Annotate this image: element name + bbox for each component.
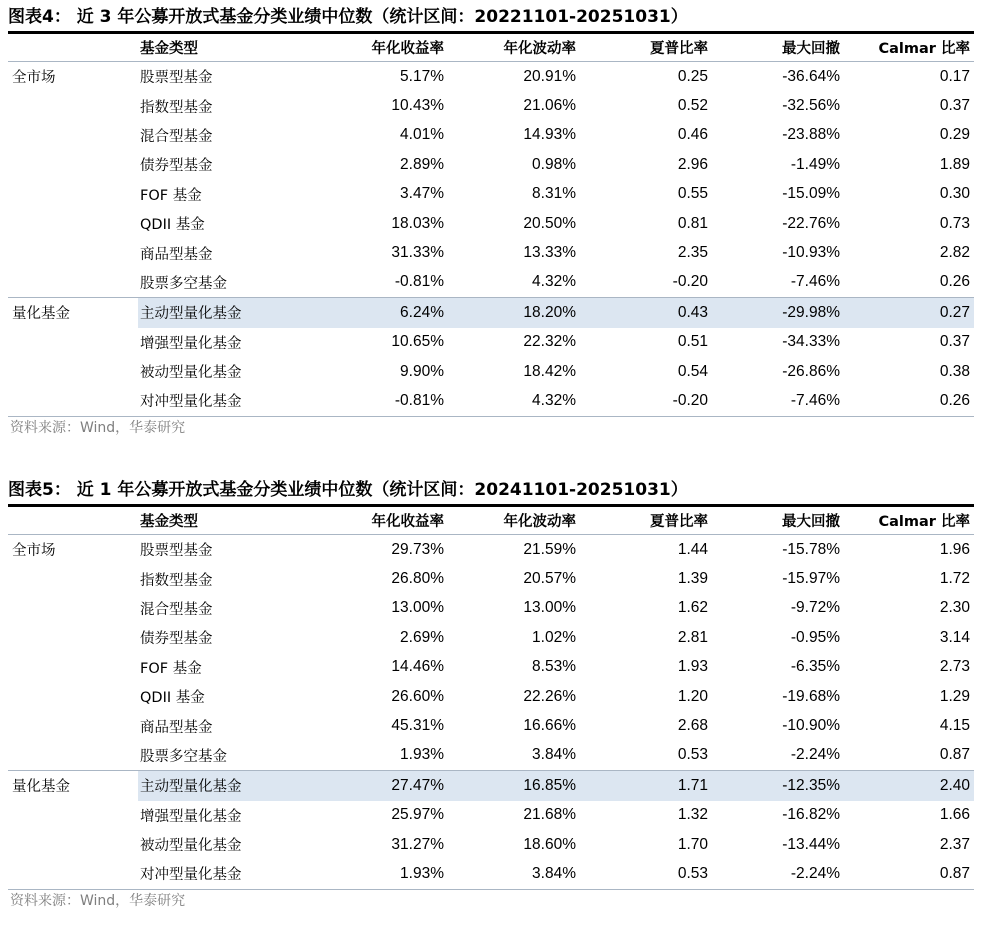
calmar-ratio-cell: 0.27 [939, 303, 970, 321]
calmar-ratio-cell: 4.15 [939, 717, 970, 735]
sharpe-ratio-cell: 2.96 [677, 155, 708, 173]
calmar-ratio-cell: 2.82 [939, 244, 970, 262]
calmar-ratio-cell: 0.87 [939, 746, 970, 764]
calmar-ratio-cell: 0.26 [939, 273, 970, 291]
calmar-ratio-cell: 0.38 [939, 362, 970, 380]
fund-type-cell: 债券型基金 [140, 158, 213, 175]
max-drawdown-cell: -19.68% [782, 687, 840, 705]
annual-return-cell: 2.89% [400, 155, 444, 173]
max-drawdown-cell: -26.86% [782, 362, 840, 380]
header-sharpe-ratio: 夏普比率 [650, 514, 708, 530]
max-drawdown-cell: -22.76% [782, 214, 840, 232]
max-drawdown-cell: -29.98% [782, 303, 840, 321]
annual-return-cell: 13.00% [391, 599, 444, 617]
annual-volatility-cell: 3.84% [532, 864, 576, 882]
fund-type-cell: 股票多空基金 [140, 275, 227, 292]
annual-return-cell: 45.31% [391, 717, 444, 735]
annual-volatility-cell: 16.66% [523, 717, 576, 735]
header-fund-type: 基金类型 [140, 41, 198, 57]
max-drawdown-cell: -36.64% [782, 67, 840, 85]
table-body [8, 61, 974, 416]
max-drawdown-cell: -7.46% [790, 273, 840, 291]
annual-return-cell: 6.24% [400, 303, 444, 321]
calmar-ratio-cell: 1.72 [939, 570, 970, 588]
sharpe-ratio-cell: 1.70 [677, 835, 708, 853]
fund-type-cell: 对冲型量化基金 [140, 867, 242, 884]
header-calmar-ratio: Calmar 比率 [878, 514, 970, 530]
annual-volatility-cell: 18.42% [523, 362, 576, 380]
fund-type-cell: 指数型基金 [140, 572, 213, 589]
annual-return-cell: 10.65% [391, 333, 444, 351]
annual-return-cell: 31.33% [391, 244, 444, 262]
sharpe-ratio-cell: 2.68 [677, 717, 708, 735]
fund-type-cell: FOF 基金 [140, 660, 202, 677]
calmar-ratio-cell: 0.26 [939, 391, 970, 409]
annual-return-cell: 10.43% [391, 97, 444, 115]
annual-return-cell: 4.01% [400, 126, 444, 144]
sharpe-ratio-cell: -0.20 [672, 391, 708, 409]
header-annual-volatility: 年化波动率 [503, 41, 576, 57]
annual-return-cell: 18.03% [391, 214, 444, 232]
table-row [8, 801, 974, 830]
annual-return-cell: 3.47% [400, 185, 444, 203]
fund-type-cell: 指数型基金 [140, 99, 213, 116]
annual-volatility-cell: 18.60% [523, 835, 576, 853]
sharpe-ratio-cell: 0.54 [677, 362, 708, 380]
annual-volatility-cell: 21.59% [523, 540, 576, 558]
table-row [8, 682, 974, 711]
header-annual-return: 年化收益率 [371, 41, 444, 57]
table-row [8, 328, 974, 357]
annual-volatility-cell: 13.33% [523, 244, 576, 262]
max-drawdown-cell: -10.90% [782, 717, 840, 735]
max-drawdown-cell: -15.78% [782, 540, 840, 558]
annual-volatility-cell: 21.68% [523, 806, 576, 824]
group-cell: 全市场 [12, 543, 56, 560]
sharpe-ratio-cell: 2.81 [677, 628, 708, 646]
fund-type-cell: FOF 基金 [140, 187, 202, 204]
annual-return-cell: 1.93% [400, 746, 444, 764]
max-drawdown-cell: -15.97% [782, 570, 840, 588]
annual-return-cell: 25.97% [391, 806, 444, 824]
max-drawdown-cell: -10.93% [782, 244, 840, 262]
max-drawdown-cell: -7.46% [790, 391, 840, 409]
sharpe-ratio-cell: 0.43 [677, 303, 708, 321]
calmar-ratio-cell: 0.73 [939, 214, 970, 232]
annual-volatility-cell: 20.50% [523, 214, 576, 232]
figure-title: 图表5： 近 1 年公募开放式基金分类业绩中位数（统计区间：20241101-20251031） [8, 479, 974, 507]
annual-return-cell: -0.81% [394, 273, 444, 291]
fund-type-cell: 主动型量化基金 [140, 779, 242, 796]
calmar-ratio-cell: 1.89 [939, 155, 970, 173]
fund-type-cell: 商品型基金 [140, 246, 213, 263]
annual-return-cell: 9.90% [400, 362, 444, 380]
table-row [8, 209, 974, 238]
calmar-ratio-cell: 0.29 [939, 126, 970, 144]
annual-return-cell: 1.93% [400, 864, 444, 882]
sharpe-ratio-cell: 1.32 [677, 806, 708, 824]
sharpe-ratio-cell: 1.44 [677, 540, 708, 558]
calmar-ratio-cell: 2.73 [939, 658, 970, 676]
max-drawdown-cell: -2.24% [790, 746, 840, 764]
sharpe-ratio-cell: -0.20 [672, 273, 708, 291]
annual-volatility-cell: 8.53% [532, 658, 576, 676]
max-drawdown-cell: -23.88% [782, 126, 840, 144]
table-row [8, 357, 974, 386]
fund-type-cell: 股票型基金 [140, 543, 213, 560]
calmar-ratio-cell: 2.40 [939, 776, 970, 794]
annual-volatility-cell: 22.26% [523, 687, 576, 705]
source-note: 资料来源：Wind，华泰研究 [10, 892, 186, 909]
max-drawdown-cell: -12.35% [782, 776, 840, 794]
max-drawdown-cell: -6.35% [790, 658, 840, 676]
calmar-ratio-cell: 2.37 [939, 835, 970, 853]
sharpe-ratio-cell: 0.51 [677, 333, 708, 351]
table-row [8, 121, 974, 150]
max-drawdown-cell: -13.44% [782, 835, 840, 853]
table-row [8, 653, 974, 682]
figure-4 [8, 6, 974, 441]
calmar-ratio-cell: 0.87 [939, 864, 970, 882]
table-row [8, 61, 974, 91]
header-max-drawdown: 最大回撤 [782, 514, 840, 530]
header-max-drawdown: 最大回撤 [782, 41, 840, 57]
fund-type-cell: 债券型基金 [140, 631, 213, 648]
table-row [8, 594, 974, 623]
table-header [8, 34, 974, 61]
max-drawdown-cell: -1.49% [790, 155, 840, 173]
annual-volatility-cell: 4.32% [532, 391, 576, 409]
fund-type-cell: 增强型量化基金 [140, 335, 242, 352]
calmar-ratio-cell: 0.37 [939, 97, 970, 115]
fund-type-cell: QDII 基金 [140, 217, 205, 234]
fund-type-cell: 股票型基金 [140, 70, 213, 87]
table-row [8, 386, 974, 415]
sharpe-ratio-cell: 0.46 [677, 126, 708, 144]
table-row [8, 564, 974, 593]
annual-return-cell: 26.60% [391, 687, 444, 705]
calmar-ratio-cell: 0.30 [939, 185, 970, 203]
table-row [8, 150, 974, 179]
annual-volatility-cell: 14.93% [523, 126, 576, 144]
annual-volatility-cell: 20.91% [523, 67, 576, 85]
header-annual-volatility: 年化波动率 [503, 514, 576, 530]
table-row [8, 770, 974, 800]
max-drawdown-cell: -34.33% [782, 333, 840, 351]
fund-type-cell: 商品型基金 [140, 719, 213, 736]
table-row [8, 91, 974, 120]
annual-return-cell: 31.27% [391, 835, 444, 853]
table-body [8, 534, 974, 889]
max-drawdown-cell: -9.72% [790, 599, 840, 617]
sharpe-ratio-cell: 0.53 [677, 746, 708, 764]
annual-volatility-cell: 18.20% [523, 303, 576, 321]
sharpe-ratio-cell: 1.20 [677, 687, 708, 705]
table-row [8, 711, 974, 740]
group-cell: 量化基金 [12, 306, 70, 323]
header-annual-return: 年化收益率 [371, 514, 444, 530]
max-drawdown-cell: -15.09% [782, 185, 840, 203]
annual-volatility-cell: 13.00% [523, 599, 576, 617]
fund-type-cell: 被动型量化基金 [140, 838, 242, 855]
max-drawdown-cell: -32.56% [782, 97, 840, 115]
table-row [8, 180, 974, 209]
table-row [8, 238, 974, 267]
figure-5 [8, 479, 974, 914]
sharpe-ratio-cell: 1.93 [677, 658, 708, 676]
annual-volatility-cell: 0.98% [532, 155, 576, 173]
fund-type-cell: 混合型基金 [140, 128, 213, 145]
fund-type-cell: QDII 基金 [140, 690, 205, 707]
annual-return-cell: -0.81% [394, 391, 444, 409]
header-calmar-ratio: Calmar 比率 [878, 41, 970, 57]
fund-type-cell: 混合型基金 [140, 601, 213, 618]
fund-type-cell: 股票多空基金 [140, 748, 227, 765]
annual-volatility-cell: 20.57% [523, 570, 576, 588]
annual-volatility-cell: 8.31% [532, 185, 576, 203]
annual-return-cell: 14.46% [391, 658, 444, 676]
table-row [8, 830, 974, 859]
annual-return-cell: 27.47% [391, 776, 444, 794]
sharpe-ratio-cell: 0.53 [677, 864, 708, 882]
table-row [8, 268, 974, 297]
table-row [8, 534, 974, 564]
calmar-ratio-cell: 1.96 [939, 540, 970, 558]
table-row [8, 741, 974, 770]
annual-return-cell: 29.73% [391, 540, 444, 558]
annual-return-cell: 5.17% [400, 67, 444, 85]
annual-volatility-cell: 4.32% [532, 273, 576, 291]
fund-type-cell: 增强型量化基金 [140, 808, 242, 825]
sharpe-ratio-cell: 0.81 [677, 214, 708, 232]
header-fund-type: 基金类型 [140, 514, 198, 530]
table-row [8, 623, 974, 652]
annual-volatility-cell: 16.85% [523, 776, 576, 794]
calmar-ratio-cell: 0.37 [939, 333, 970, 351]
group-cell: 量化基金 [12, 779, 70, 796]
max-drawdown-cell: -16.82% [782, 806, 840, 824]
calmar-ratio-cell: 2.30 [939, 599, 970, 617]
sharpe-ratio-cell: 1.71 [677, 776, 708, 794]
annual-volatility-cell: 1.02% [532, 628, 576, 646]
figure-title: 图表4： 近 3 年公募开放式基金分类业绩中位数（统计区间：20221101-20251031） [8, 6, 974, 34]
sharpe-ratio-cell: 1.39 [677, 570, 708, 588]
header-sharpe-ratio: 夏普比率 [650, 41, 708, 57]
table-row [8, 297, 974, 327]
table-header [8, 507, 974, 534]
group-cell: 全市场 [12, 70, 56, 87]
source-note: 资料来源：Wind，华泰研究 [10, 419, 186, 436]
table-row [8, 859, 974, 888]
fund-type-cell: 主动型量化基金 [140, 306, 242, 323]
annual-return-cell: 26.80% [391, 570, 444, 588]
fund-type-cell: 被动型量化基金 [140, 365, 242, 382]
annual-volatility-cell: 3.84% [532, 746, 576, 764]
annual-return-cell: 2.69% [400, 628, 444, 646]
annual-volatility-cell: 22.32% [523, 333, 576, 351]
sharpe-ratio-cell: 0.25 [677, 67, 708, 85]
fund-type-cell: 对冲型量化基金 [140, 394, 242, 411]
calmar-ratio-cell: 1.29 [939, 687, 970, 705]
calmar-ratio-cell: 0.17 [939, 67, 970, 85]
max-drawdown-cell: -0.95% [790, 628, 840, 646]
sharpe-ratio-cell: 0.52 [677, 97, 708, 115]
sharpe-ratio-cell: 2.35 [677, 244, 708, 262]
annual-volatility-cell: 21.06% [523, 97, 576, 115]
sharpe-ratio-cell: 0.55 [677, 185, 708, 203]
calmar-ratio-cell: 3.14 [939, 628, 970, 646]
calmar-ratio-cell: 1.66 [939, 806, 970, 824]
max-drawdown-cell: -2.24% [790, 864, 840, 882]
sharpe-ratio-cell: 1.62 [677, 599, 708, 617]
